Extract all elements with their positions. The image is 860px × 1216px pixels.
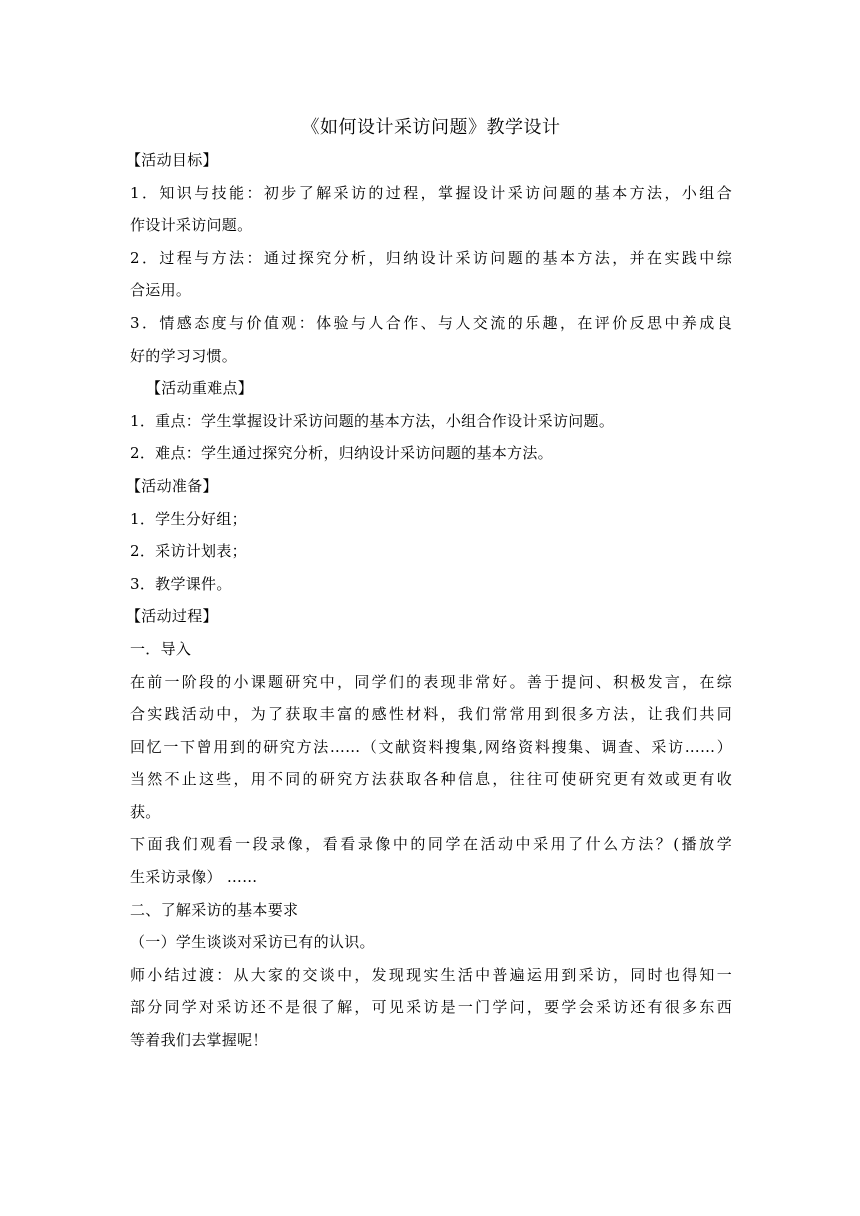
step-2-heading: 二、了解采访的基本要求: [130, 900, 299, 919]
goal-3-line-2: 好的学习习惯。: [130, 346, 238, 365]
preparation-item-2: 2．采访计划表；: [130, 542, 247, 561]
sub-item-1: （一）学生谈谈对采访已有的认识。: [130, 933, 375, 952]
goal-1-line-2: 作设计采访问题。: [130, 216, 253, 235]
video-line-2: 生采访录像） ……: [130, 868, 258, 887]
intro-line-2: 合实践活动中，为了获取丰富的感性材料，我们常常用到很多方法，让我们共同: [130, 705, 732, 724]
goals-heading: 【活动目标】: [126, 151, 218, 169]
summary-line-3: 等着我们去掌握呢！: [130, 1031, 268, 1050]
process-heading: 【活动过程】: [126, 607, 218, 626]
intro-line-4: 当然不止这些，用不同的研究方法获取各种信息，往往可使研究更有效或更有收: [130, 770, 732, 789]
document-title: 《如何设计采访问题》教学设计: [301, 117, 561, 138]
goal-3-line-1: 3．情感态度与价值观：体验与人合作、与人交流的乐趣，在评价反思中养成良: [130, 313, 732, 332]
goal-1-line-1: 1．知识与技能：初步了解采访的过程，掌握设计采访问题的基本方法，小组合: [130, 183, 732, 202]
video-line-1: 下面我们观看一段录像，看看录像中的同学在活动中采用了什么方法？(播放学: [130, 835, 732, 854]
summary-line-2: 部分同学对采访还不是很了解，可见采访是一门学问，要学会采访还有很多东西: [130, 998, 732, 1017]
document-page: [126, 112, 732, 1057]
key-points-heading: 【活动重难点】: [146, 379, 254, 398]
preparation-item-3: 3．教学课件。: [130, 574, 232, 593]
intro-line-5: 获。: [130, 802, 161, 821]
preparation-heading: 【活动准备】: [126, 476, 218, 495]
intro-line-3: 回忆一下曾用到的研究方法……（文献资料搜集,网络资料搜集、调查、采访……）: [130, 737, 732, 756]
preparation-item-1: 1．学生分好组；: [130, 509, 247, 528]
step-1-heading: 一．导入: [130, 639, 192, 658]
summary-line-1: 师小结过渡：从大家的交谈中，发现现实生活中普遍运用到采访，同时也得知一: [130, 965, 732, 984]
key-point-1: 1．重点：学生掌握设计采访问题的基本方法，小组合作设计采访问题。: [130, 411, 615, 430]
goal-2-line-2: 合运用。: [130, 281, 192, 300]
goal-2-line-1: 2．过程与方法：通过探究分析，归纳设计采访问题的基本方法，并在实践中综: [130, 248, 732, 267]
intro-line-1: 在前一阶段的小课题研究中，同学们的表现非常好。善于提问、积极发言，在综: [130, 672, 732, 691]
key-point-2: 2．难点：学生通过探究分析，归纳设计采访问题的基本方法。: [130, 444, 553, 463]
